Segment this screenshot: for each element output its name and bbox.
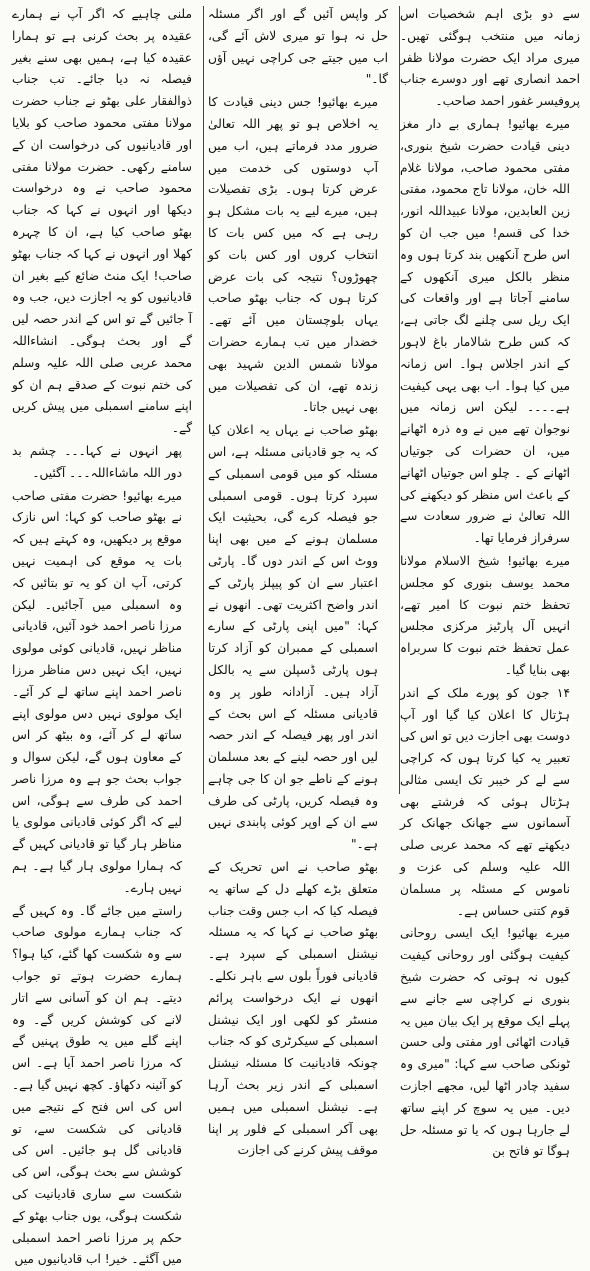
column-middle (208, 4, 388, 1158)
paragraph: پھر انہوں نے کہا۔۔۔ چشم بد دور اللہ ماشاءاللہ۔۔۔ آگئیں۔ (12, 443, 182, 480)
paragraph: میرے بھائیو! جس دینی قیادت کا یہ اخلاص ہو تو پھر اللہ تعالیٰ ضرور مدد فرماتے ہیں، اب میں آپ دوستوں کی خدمت میں عرض کرتا ہوں۔ بڑی تفصیلات ہیں، میرے لیے یہ بات مشکل ہو رہی ہے کہ میں کس بات کا انتخاب کروں اور کس بات کو چھوڑوں؟ نتیجہ کی بات عرض کرتا ہوں کہ جناب بھٹو صاحب یہاں بلوچستان میں آئے تھے۔ خضدار میں تب ہمارے حضرات مولانا شمس الدین شہید بھی زندہ تھے، ان کی تفصیلات میں بھی نہیں جاتا۔ (208, 95, 378, 415)
paragraph: راستے میں جائے گا۔ وہ کہیں گے کہ جناب ہمارے مولوی صاحب سے وہ شکست کھا گئے، کیا ہوا؟ ہمارے حضرت ہوتے تو جواب دیتے۔ ہم ان کو آسانی سے اتار لانے کی کوشش کریں گے۔ وہ اپنے گلے میں یہ طوق پہنیں گے کہ مرزا ناصر احمد آیا ہے۔ اس کو آئینہ دکھاؤ۔ کچھ نہیں گیا ہے۔ اس کی اس فتح کے نتیجے میں قادیانی کی شکست سے، تو قادیانی گل ہو جائیں۔ اس کی کوشش سے بحث ہوگی، اس کی شکست سے ساری قادیانیت کی شکست ہوگی، یوں جناب بھٹو کے حکم پر مرزا ناصر احمد اسمبلی میں آگئے۔ خیر! اب قادیانیوں میں (12, 903, 182, 1267)
paragraph: سے دو بڑی اہم شخصیات اس زمانہ میں منتخب ہوگئی تھیں۔ میری مراد ایک حضرت مولانا ظفر احمد انصاری تھے اور دوسرے جناب پروفیسر غفور احمد صاحب۔ (400, 7, 580, 109)
paragraph: ملنی چاہیے کہ اگر آپ نے ہمارے عقیدہ پر بحث کرنی ہے تو ہمارا عقیدہ کیا ہے، ہمیں بھی سنے بغیر فیصلہ نہ دیا جائے۔ تب جناب ذوالفقار علی بھٹو نے جناب حضرت مولانا مفتی محمود صاحب کو بلایا اور قادیانیوں کی درخواست ان کے سامنے رکھی۔ حضرت مولانا مفتی محمود صاحب نے وہ درخواست دیکھا اور انہوں نے کہا کہ جناب بھٹو صاحب کیا ہے، ان کا چہرہ کھلا اور انہوں نے کہا کہ جناب بھٹو صاحب! ایک منٹ ضائع کیے بغیر ان قادیانیوں کو یہ اجازت دیں، جب وہ آ جائیں گے تو اس کے اندر حصہ لیں گے اور بحث ہوگی۔ انشاءاللہ محمد عربی صلی اللہ علیہ وسلم کی ختم نبوت کے صدقے ہم ان کو اپنے سامنے اسمبلی میں پیش کریں گے۔ (12, 7, 192, 436)
paragraph: میرے بھائیو! ایک ایسی روحانی کیفیت ہوگئی اور روحانی کیفیت کیوں نہ ہوتی کہ حضرت شیخ بنوری نے کراچی سے جانے سے پہلے ایک موقع پر ایک بیان میں یہ قیادت اٹھائی اور مفتی ولی حسن ٹونکی صاحب سے کہا: "میری وہ سفید چادر اٹھا لیں، مجھے اجازت دیں۔ میں یہ سوچ کر اپنے ساتھ لے جارہا ہوں کہ یا تو مسئلہ حل ہوگا تو فاتح بن (400, 926, 570, 1159)
paragraph: کر واپس آئیں گے اور اگر مسئلہ حل نہ ہوا تو میری لاش آئے گی، اب میں جیتے جی کراچی نہیں آؤں گا۔" (208, 7, 388, 87)
paragraph: بھٹو صاحب نے اس تحریک کے متعلق بڑے کھلے دل کے ساتھ یہ فیصلہ کیا کہ اب جس وقت جناب بھٹو صاحب نے کہا کہ یہ مسئلہ نیشنل اسمبلی کے سپرد ہے۔ قادیانی فوراً بلوں سے باہر نکلے۔ انھوں نے ایک درخواست پرائم منسٹر کو لکھی اور ایک نیشنل اسمبلی کے سیکرٹری کو کہ جناب چونکہ قادیانیت کا مسئلہ نیشنل اسمبلی کے اندر زیر بحث آرہا ہے۔ نیشنل اسمبلی میں ہمیں بھی آکر اسمبلی کے فلور پر اپنا موقف پیش کرنے کی اجازت (208, 860, 378, 1158)
paragraph: ۱۴ جون کو پورے ملک کے اندر ہڑتال کا اعلان کیا گیا اور آپ دوست بھی اجازت دیں تو اس کی تعبیر یہ کیا کرتا ہوں کہ کراچی سے لے کر خیبر تک ایسی مثالی ہڑتال ہوئی کہ فرشتے بھی آسمانوں سے جھانک جھانک کر دیکھتے تھے کہ محمد عربی صلی اللہ علیہ وسلم کی عزت و ناموس کے مسئلہ پر مسلمان قوم کتنی حساس ہے۔ (400, 685, 570, 918)
column-left (12, 4, 192, 1267)
paragraph: میرے بھائیو! ہماری بے دار مغز دینی قیادت حضرت شیخ بنوری، مفتی محمود صاحب، مولانا غلام اللہ خان، مولانا تاج محمود، مفتی زین العابدین، مولانا عبیداللہ انور، خدا کی قسم! میں جب ان کو اس طرح آنکھیں بند کرتا ہوں وہ منظر بالکل میری آنکھوں کے سامنے آجاتا ہے اور واقعات کی ایک ریل سی چلنے لگ جاتی ہے، کہ کس طرح شالامار باغ لاہور کے اندر اجلاس ہوا۔ اس زمانہ میں کیا ہوا۔ اب بھی یہی کیفیت ہے۔۔۔۔ لیکن اس زمانہ میں نوجوان تھے میں نے وہ ذرہ اٹھانے میں، ان حضرات کی جوتیاں اٹھانے کے ۔ چلو اس جوتیاں اٹھانے کے باعث اس منظر کو دیکھنے کی اللہ تعالیٰ نے ضرور سعادت سے سرفراز فرمایا تھا۔ (400, 116, 570, 546)
column-right (400, 4, 580, 1159)
paragraph: بھٹو صاحب نے یہاں یہ اعلان کیا کہ یہ جو قادیانی مسئلہ ہے، اس مسئلہ کو میں قومی اسمبلی کے سپرد کرتا ہوں۔ قومی اسمبلی جو فیصلہ کرے گی، بحیثیت ایک مسلمان ہونے کے میں بھی اپنا ووٹ اس کے اندر دوں گا۔ پارٹی اعتبار سے ان کو پیپلز پارٹی کے اندر واضح اکثریت تھی۔ انھوں نے کہا: "میں اپنی پارٹی کے سارے اسمبلی کے ممبران کو آزاد کرتا ہوں پارٹی ڈسپلن سے یہ بالکل آزاد ہیں۔ آزادانہ طور پر وہ قادیانی مسئلہ کے اس بحث کے اندر اور پھر فیصلہ کے اندر حصہ لیں اور حصہ لینے کے بعد مسلمان ہونے کے ناطے جو ان کا جی چاہے وہ فیصلہ کریں، پارٹی کی طرف سے ان کے اوپر کوئی پابندی نہیں ہے۔" (208, 423, 378, 852)
column-divider (399, 6, 400, 794)
paragraph: میرے بھائیو! حضرت مفتی صاحب نے بھٹو صاحب کو کہا: اس نازک موقع پر دیکھیں، وہ کہتے ہیں کہ بات یہ موقع کی اہمیت نہیں کرتی، آپ ان کو یہ تو بتائیں کہ وہ اسمبلی میں آجائیں۔ لیکن مرزا ناصر احمد خود آئیں، قادیانی مناظر نہیں، قادیانی کوئی مولوی نہیں، ایک نہیں دس مناظر مرزا ناصر احمد اپنے ساتھ لے کر آئے۔ ایک مولوی نہیں دس مولوی اپنے ساتھ لے کر آئے، وہ بیٹھ کر اس کے معاون ہوں گے، لیکن سوال و جواب بحث جو ہے وہ مرزا ناصر احمد کی طرف سے ہوگی، اس لیے کہ اگر کوئی قادیانی مولوی یا مناظر ہار گیا تو قادیانی کہیں گے کہ ہمارا مولوی ہار گیا ہے۔ ہم نہیں ہارے۔ (12, 488, 182, 895)
column-divider (203, 6, 204, 794)
paragraph: میرے بھائیو! شیخ الاسلام مولانا محمد یوسف بنوری کو مجلس تحفظ ختم نبوت کا امیر تھے، انہیں آل پارٹیز مرکزی مجلس عمل تحفظ ختم نبوت کا سربراہ بھی بنایا گیا۔ (400, 553, 570, 677)
